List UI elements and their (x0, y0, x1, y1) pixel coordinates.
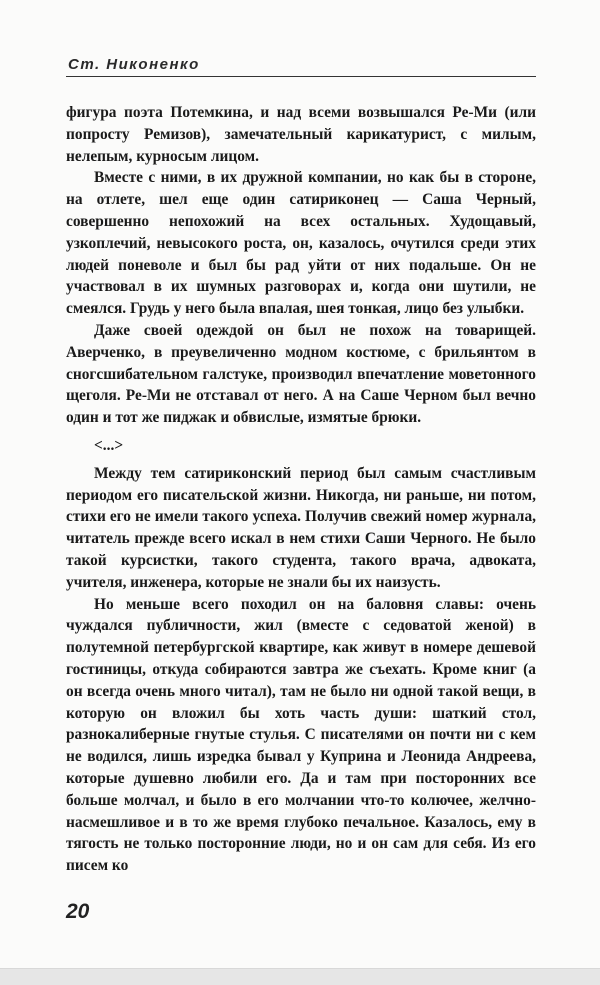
reader-bottom-bar (0, 968, 600, 985)
page-number: 20 (66, 900, 90, 923)
paragraph: Между тем сатириконский период был самым счастливым периодом его писательской жизни. Никогда, ни раньше, ни потом, стихи его не имели такого успеха. Получив свежий номер журнала, читатель прежде всего искал в нем стихи Саши Черного. Не было такой курсистки, такого студента, такого врача, адвоката, учителя, инженера, которые не знали бы их наизусть. (66, 464, 536, 591)
running-head: Ст. Никоненко (68, 56, 200, 73)
header-rule (66, 76, 536, 77)
omission-mark: <...> (94, 436, 124, 454)
paragraph: Даже своей одеждой он был не похож на товарищей. Аверченко, в преувеличенно модном костюме, с брильянтом в сногсшибательном галстуке, производил впечатление моветонного щеголя. Ре-Ми не отставал от него. А на Саше Черном был вечно один и тот же пиджак и обвислые, измятые брюки. (66, 321, 536, 427)
paragraph: Но меньше всего походил он на баловня славы: очень чуждался публичности, жил (вместе с седоватой женой) в полутемной петербургской квартире, как живут в номере дешевой гостиницы, откуда собираются завтра же съехать. Кроме книг (а он всегда очень много читал), там не было ни одной такой вещи, в которую он вложил бы хоть часть души: шаткий стол, разнокалиберные гнутые стулья. С писателями он почти ни с кем не водился, лишь изредка бывал у Куприна и Леонида Андреева, которые душевно любили его. Да и там при посторонних все больше молчал, и было в его молчании что-то колючее, желчно-насмешливое и в то же время глубоко печальное. Казалось, ему в тягость не только посторонние люди, но и он сам для себя. Из его писем ко (66, 595, 536, 875)
paragraph: Вместе с ними, в их дружной компании, но как бы в стороне, на отлете, шел еще один сатириконец — Саша Черный, совершенно непохожий на всех остальных. Худощавый, узкоплечий, невысокого роста, он, казалось, очутился среди этих людей поневоле и был бы рад уйти от них подальше. Он не участвовал в их шумных разговорах и, когда они шутили, не смеялся. Грудь у него была впалая, шея тонкая, лицо без улыбки. (66, 169, 536, 318)
paragraph-continued: фигура поэта Потемкина, и над всеми возвышался Ре-Ми (или попросту Ремизов), замечательный карикатурист, с милым, нелепым, курносым лицом. (66, 104, 536, 165)
body-text (66, 102, 536, 877)
